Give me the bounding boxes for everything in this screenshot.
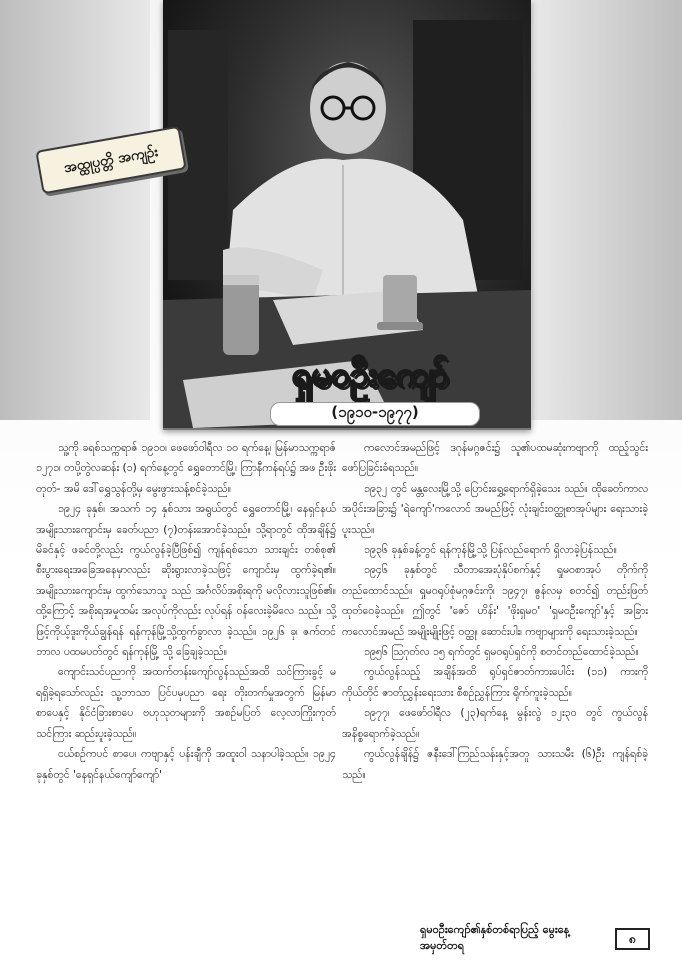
paragraph: ၁၉၂၄ ခုနှစ်၊ အသက် ၁၄ နှစ်သား အရွယ်တွင် ရွှေတောင်မြို့၊ နေရှင်နယ်အမျိုးသားကျောင်းမှ ခေတ်ပညာ (၇)တန်းအောင်ခဲ့သည်။ သို့ရာတွင် ထိုအချိန်၌ မိခင်နှင့် ဖခင်တို့လည်း ကွယ်လွန်ခဲ့ပြီဖြစ်၍ ကျန်ရစ်သော သားချင်း တစ်စု၏ စီးပွားရေးအခြေအနေမှာလည်း ဆိုးရွားလာခဲ့သဖြင့် ကျောင်းမှ ထွက်ခဲ့ရ၏။ အမျိုးသားကျောင်းမှ ထွက်သောသူ သည် အင်္ဂလိပ်အစိုးရကို မလိုလားသူဖြစ်၏။ ထို့ကြောင့် အစိုးရအမှုထမ်း အလုပ်ကိုလည်း လုပ်ရန် ဝန်လေးခဲ့မိလေ သည်။ သို့ဖြင့်ကိုယ့်ဒူးကိုယ်ချွန်ရန် ရန်ကုန်မြို့သို့ထွက်ခွာလာ ခဲ့သည်။ ၁၉၂၆ ခု၊ ဇက်တင်ဘာလ ပထမပတ်တွင် ရန်ကုန်မြို့ သို့ ခြေချခဲ့သည်။ [36,503,336,659]
paragraph: ကလောင်အမည်ဖြင့် ဒဂုန်မဂ္ဂဇင်း၌ သူ၏ပထမဆုံးကဗျာကို ထည့်သွင်းဖော်ပြခြင်းခံရသည်။ [342,442,648,475]
paragraph: သူ့ကို ခရစ်သက္ကရာဇ် ၁၉၁၀၊ ဖေဖော်ဝါရီလ ၁၀ ရက်နေ့၊ မြန်မာသက္ကရာဇ် ၁၂၇၁၊ တပို့တွဲလဆန်း (၁) ရက်နေ့တွင် ရွှေတောင်မြို့၊ ကြာနီကန်ရပ်၌ အဖ ဦးဖိုးတုတ်- အမိ ဒေါ်ရွှေသွန်တို့မှ မွေးဖွားသန့်စင်ခဲ့သည်။ [36,442,336,495]
section-tag-label: အထ္ထုပ္ပတ္တိ အကျဉ်း [35,126,186,195]
page-number: ၈ [615,928,650,950]
paragraph: ကွယ်လွန်ချိန်၌ ဇနီးဒေါ်ကြည်သန်းနှင့်အတူ သားသမီး (၆)ဦး ကျန်ရစ်ခဲ့သည်။ [342,748,648,781]
page-footer [420,923,650,952]
footer-text: ရှမဝဦးကျော်၏နှစ်တစ်ရာပြည့် မွေးနေ့အမှတ်တရ [420,923,570,952]
paragraph: ၁၉၃၂ တွင် မန္တလေးမြို့သို့ ပြောင်းရွှေ့ရောက်ရှိခဲ့သေး သည်။ ထိုခေတ်ကာလအပိုင်းအခြား၌ 'ရဲကျော်'ကလောင် အမည်ဖြင့် လုံးချင်းဝတ္ထုစာအုပ်များ ရေးသားခဲ့ပူးသည်။ [342,482,648,536]
paragraph: ငယ်စဉ်ကပင် စာပေ၊ ကဗျာနှင့် ပန်းချီကို အထူးဝါ သနာပါခဲ့သည်။ ၁၉၂၄ ခုနှစ်တွင် 'နေရှင်နယ်ကျော်ကျော်' [36,748,336,781]
life-years: (၁၉၁၀-၁၉၇၇) [270,402,480,426]
left-text-column [36,438,336,785]
paragraph: ၁၉၅၆ ဩဂုတ်လ ၁၅ ရက်တွင် ရှမဝရုပ်ရှင်ကို စတင်တည်ထောင်ခဲ့သည်။ [364,646,639,659]
paragraph: ကွယ်လွန်သည့် အချိန်အထိ ရုပ်ရှင်ဇာတ်ကားပေါင်း (၁၁) ကားကို ကိုယ်တိုင် ဇာတ်ညွှန်းရေးသား စီစဉ်ညွှန်ကြား ရိုက်ကူးခဲ့သည်။ [342,666,648,699]
right-gray-panel [532,0,682,420]
right-text-column [342,438,648,785]
paragraph: ၁၉၇၇၊ ဖေဖော်ဝါရီလ (၂၃)ရက်နေ့ မွန်းလွဲ ၁၂း၃၀ တွင် ကွယ်လွန်အနိစ္စရောက်ခဲ့သည်။ [342,707,648,740]
paragraph: ကျောင်းသင်ပညာကို အထက်တန်းကျော်လွန်သည်အထိ သင်ကြားခွင့် မရရှိခဲ့ရသော်လည်း သူ့ဘာသာ ပြင်ပမှပညာ ရေး တိုးတက်မှုအတွက် မြန်မာစာပေနှင့် နိုင်ငံခြားစာပေ ဗဟုသုတများကို အစဉ်မပြတ် လေ့လာကြိုးကုတ် သင်ကြား ဆည်းပူးခဲ့သည်။ [36,666,336,740]
paragraph: ၁၉၃၆ ခုနှစ်ခန့်တွင် ရန်ကုန်မြို့သို့ ပြန်လည်ရောက် ရှိလာခဲ့ပြန်သည်။ [364,544,617,557]
paragraph: ၁၉၄၆ ခုနှစ်တွင် သီတာအေးပုံနှိပ်စက်နှင့် ရှုမဝစာအုပ် တိုက်ကို တည်ထောင်သည်။ ရှုမဝရုပ်စုံမဂ္ဂဇင်းကို၊ ၁၉၄၇၊ ဇွန်လမှ စတင်၍ တည်းဖြတ်ထုတ်ဝေခဲ့သည်။ ဤတွင် 'ဇော် ဟိန်း' 'ဖိုးရှမဝ' 'ရှမဝဦးကျော်'နှင့် အခြားကလောင်အမည် အမျိုးမျိုးဖြင့် ဝတ္ထု၊ ဆောင်းပါး၊ ကဗျာများကို ရေးသားခဲ့သည်။ [342,564,648,638]
page-title: ရှမဝဦးကျော် [291,355,449,395]
left-gray-panel [0,0,150,420]
